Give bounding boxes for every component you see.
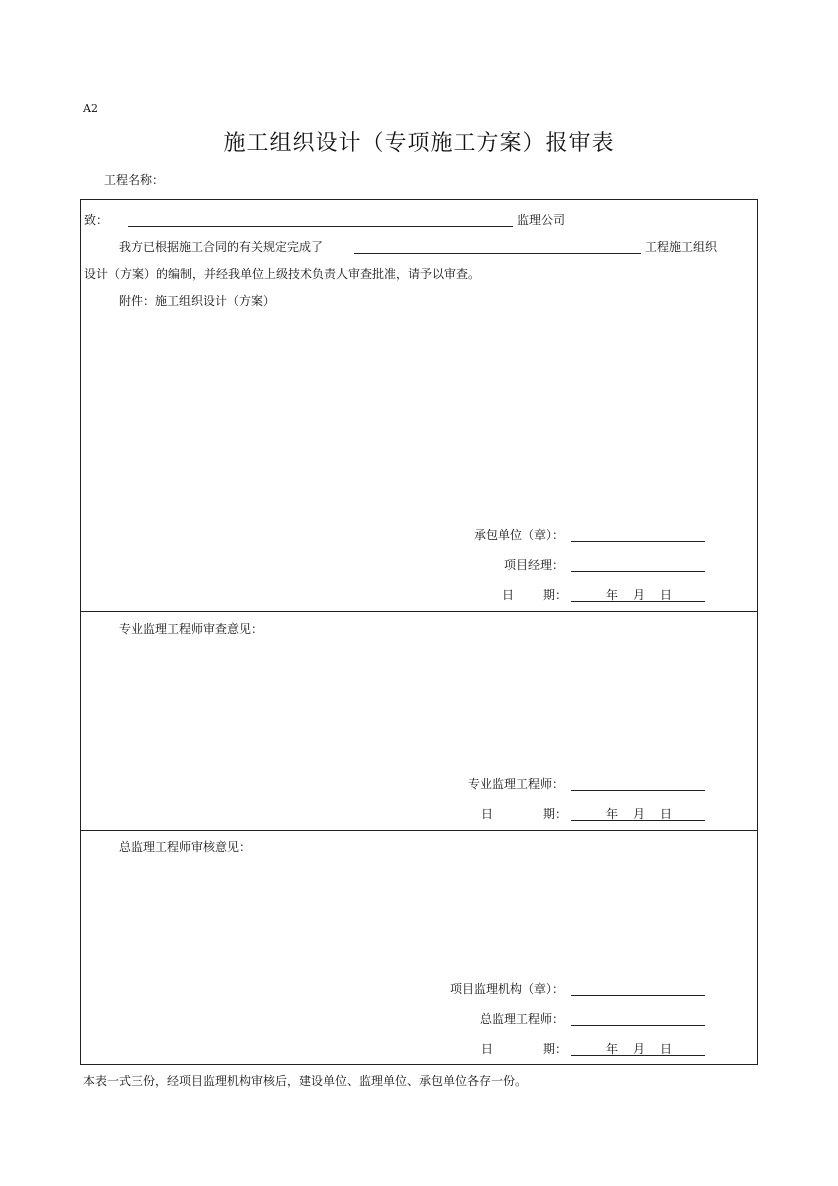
specialty-engineer-field[interactable] xyxy=(571,790,705,791)
attachment-label: 附件：施工组织设计（方案） xyxy=(119,294,276,308)
date-label-char2: 期： xyxy=(543,807,568,821)
date-label-char1: 日 xyxy=(502,588,515,602)
section-divider-2 xyxy=(80,830,758,831)
date-day: 日 xyxy=(660,588,673,602)
supervision-org-field[interactable] xyxy=(571,995,705,996)
project-manager-field[interactable] xyxy=(571,571,705,572)
contractor-field[interactable] xyxy=(571,541,705,542)
chief-engineer-label: 总监理工程师： xyxy=(479,1012,564,1026)
to-label: 致： xyxy=(84,213,109,227)
specialty-engineer-label: 专业监理工程师： xyxy=(467,777,564,791)
supervision-org-label: 项目监理机构（章）： xyxy=(449,982,564,996)
project-name-label: 工程名称： xyxy=(104,173,165,187)
date-month: 月 xyxy=(633,588,646,602)
date-day: 日 xyxy=(660,807,673,821)
contractor-label: 承包单位（章）： xyxy=(473,528,564,542)
date-year: 年 xyxy=(606,1042,619,1056)
date-month: 月 xyxy=(633,807,646,821)
footer-note: 本表一式三份，经项目监理机构审核后，建设单位、监理单位、承包单位各存一份。 xyxy=(83,1074,528,1088)
section-divider-1 xyxy=(80,611,758,612)
recipient-field[interactable] xyxy=(128,226,513,227)
page-title: 施工组织设计（专项施工方案）报审表 xyxy=(223,131,615,156)
chief-engineer-field[interactable] xyxy=(571,1025,705,1026)
supervision-company-label: 监理公司 xyxy=(517,213,566,227)
project-field[interactable] xyxy=(354,253,641,254)
date-month: 月 xyxy=(633,1042,646,1056)
date-year: 年 xyxy=(606,807,619,821)
paragraph-start: 我方已根据施工合同的有关规定完成了 xyxy=(119,240,324,254)
project-manager-label: 项目经理： xyxy=(503,558,564,572)
paragraph-project-suffix: 工程施工组织 xyxy=(645,240,718,254)
date-label-char2: 期： xyxy=(543,588,568,602)
chief-review-heading: 总监理工程师审核意见： xyxy=(119,840,252,854)
date-label-char1: 日 xyxy=(481,807,494,821)
engineer-review-heading: 专业监理工程师审查意见： xyxy=(119,622,264,636)
date-label-char1: 日 xyxy=(481,1042,494,1056)
date-day: 日 xyxy=(660,1042,673,1056)
date-label-char2: 期： xyxy=(543,1042,568,1056)
form-code: A2 xyxy=(83,102,98,115)
paragraph-continued: 设计（方案）的编制，并经我单位上级技术负责人审查批准，请予以审查。 xyxy=(84,267,481,281)
date-year: 年 xyxy=(606,588,619,602)
